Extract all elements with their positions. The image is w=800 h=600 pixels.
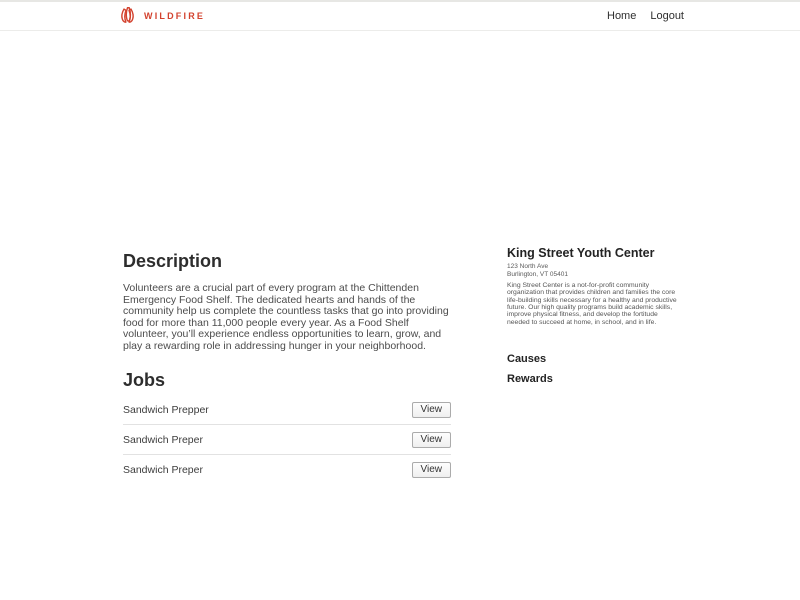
nav-link-logout[interactable]: Logout [650,10,684,22]
jobs-title: Jobs [123,370,166,390]
sidebar-section-causes: Causes [507,353,547,366]
sidebar-section-rewards: Rewards [507,373,553,386]
flame-icon [118,6,137,26]
opportunity-details [123,246,451,485]
job-list [123,395,451,485]
header [0,2,800,31]
view-button[interactable]: View [412,402,452,418]
organization-address [507,263,680,278]
organization-sidebar [507,246,680,485]
job-row [123,455,451,485]
job-title: Sandwich Preper [123,464,203,476]
job-row [123,395,451,425]
main-content [123,246,680,485]
description-body: Volunteers are a crucial part of every program at the Chittenden Emergency Food Shelf. The dedicated hearts and hands of the community help us complete the countless tasks that go into providing food for more than 11,000 people every year. As a Food Shelf volunteer, you’ll experience endless opportunities to learn, grow, and play a rewarding role in addressing hunger in your neighborhood. [123,282,449,352]
header-nav [607,10,684,22]
description-title: Description [123,251,223,271]
view-button[interactable]: View [412,432,452,448]
address-line2: Burlington, VT 05401 [507,270,568,278]
nav-link-home[interactable]: Home [607,10,637,22]
address-line1: 123 North Ave [507,263,549,270]
organization-name: King Street Youth Center [507,246,655,260]
job-title: Sandwich Prepper [123,403,209,416]
job-row [123,425,451,455]
job-title: Sandwich Preper [123,433,203,446]
view-button[interactable]: View [412,462,452,478]
organization-about: King Street Center is a not-for-profit community organization that provides children and families the core life-building skills necessary for a healthy and productive future. Our high quality programs build academic skills, improve physical fitness, and develop the fortitude needed to succeed at home, in school, and in life. [507,282,677,326]
brand-logo[interactable] [118,6,205,26]
brand-name: WILDFIRE [144,11,206,21]
